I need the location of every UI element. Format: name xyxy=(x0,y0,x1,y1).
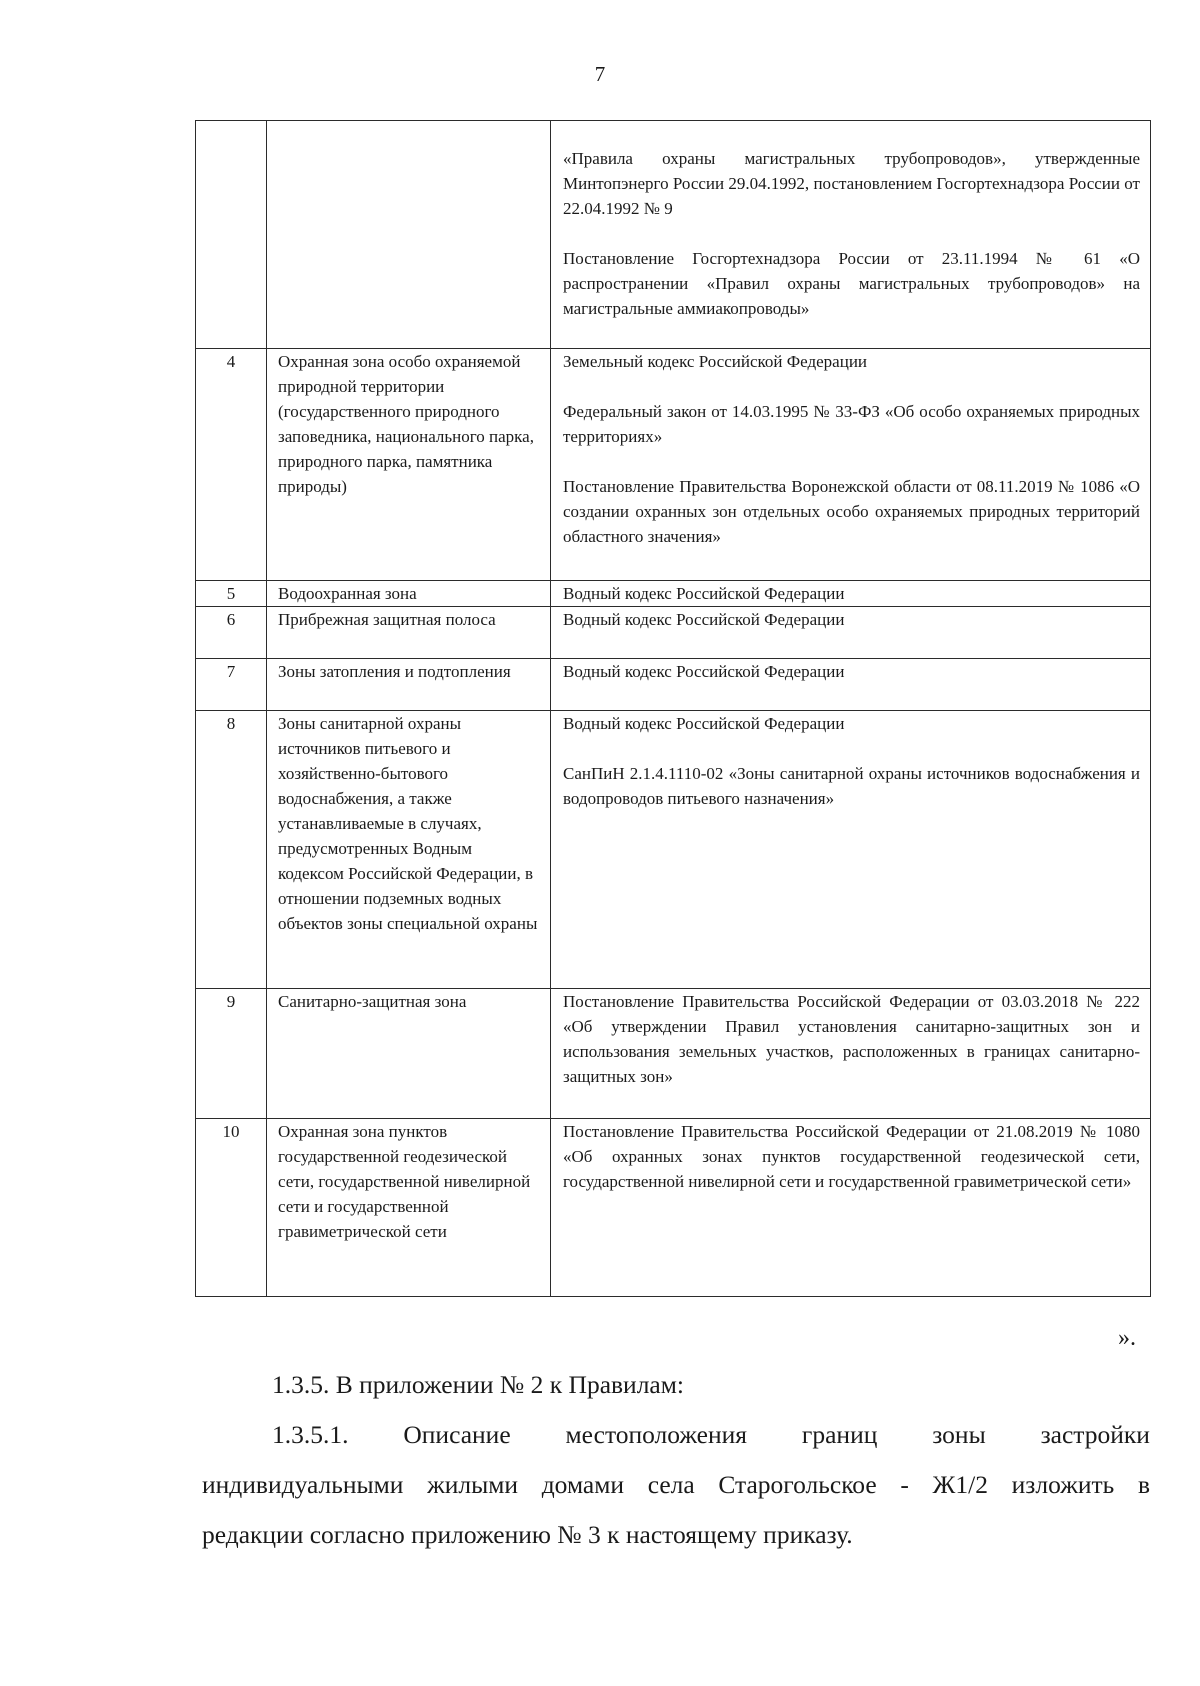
zone-name-cell: Прибрежная защитная полоса xyxy=(267,607,551,659)
table-row xyxy=(196,581,1151,607)
zone-name-cell: Охранная зона пунктов государственной геодезической сети, государственной нивелирной сети и государственной гравиметрической сети xyxy=(267,1119,551,1297)
closing-quote-mark: ». xyxy=(1118,1325,1136,1351)
legal-doc-text: Водный кодекс Российской Федерации xyxy=(563,662,845,681)
zone-name-cell: Зоны санитарной охраны источников питьевого и хозяйственно-бытового водоснабжения, а также устанавливаемые в случаях, предусмотренных Водным кодексом Российской Федерации, в отношении подземных водных объектов зоны специальной охраны xyxy=(267,711,551,989)
row-number-cell xyxy=(196,121,267,349)
row-number-cell: 4 xyxy=(196,349,267,581)
row-number-cell: 8 xyxy=(196,711,267,989)
table-row xyxy=(196,659,1151,711)
legal-doc-text: Постановление Правительства Воронежской области от 08.11.2019 № 1086 «О создании охранных зон отдельных особо охраняемых природных территорий областного значения» xyxy=(563,477,1140,546)
word: Старогольское xyxy=(718,1470,877,1499)
zone-name-cell: Водоохранная зона xyxy=(267,581,551,607)
legal-docs-cell xyxy=(551,1119,1151,1297)
word: села xyxy=(647,1470,695,1499)
table-row xyxy=(196,121,1151,349)
row-number-cell: 9 xyxy=(196,989,267,1119)
legal-doc-text: Постановление Правительства Российской Федерации от 21.08.2019 № 1080 «Об охранных зонах пунктов государственной геодезической сети, государственной нивелирной сети и государственной гравиметрической сети» xyxy=(563,1122,1140,1191)
zones-legislation-table xyxy=(195,120,1151,1297)
legal-doc-text: Водный кодекс Российской Федерации xyxy=(563,610,845,629)
word: индивидуальными xyxy=(202,1470,404,1499)
zone-name-cell: Зоны затопления и подтопления xyxy=(267,659,551,711)
legal-doc-text: СанПиН 2.1.4.1110-02 «Зоны санитарной охраны источников водоснабжения и водопроводов питьевого назначения» xyxy=(563,764,1140,808)
legal-docs-cell xyxy=(551,121,1151,349)
legal-doc-text: Федеральный закон от 14.03.1995 № 33-ФЗ «Об особо охраняемых природных территориях» xyxy=(563,402,1140,446)
word: изложить xyxy=(1011,1470,1115,1499)
legal-docs-cell xyxy=(551,607,1151,659)
word: зоны xyxy=(932,1420,986,1449)
paragraph-1-3-5-1-line-3: редакции согласно приложению № 3 к настоящему приказу. xyxy=(202,1520,853,1549)
word: Описание xyxy=(403,1420,511,1449)
zone-name-cell: Охранная зона особо охраняемой природной территории (государственного природного заповедника, национального парка, природного парка, памятника природы) xyxy=(267,349,551,581)
legal-docs-cell xyxy=(551,711,1151,989)
table-row xyxy=(196,607,1151,659)
legal-doc-text: Земельный кодекс Российской Федерации xyxy=(563,352,868,371)
legal-doc-text: Водный кодекс Российской Федерации xyxy=(563,584,845,603)
word: - xyxy=(900,1470,909,1499)
word: границ xyxy=(801,1420,878,1449)
word: жилыми xyxy=(427,1470,519,1499)
row-number-cell: 10 xyxy=(196,1119,267,1297)
paragraph-1-3-5-1-line-1 xyxy=(272,1420,1150,1450)
legal-doc-text: Постановление Госгортехнадзора России от 23.11.1994 № 61 «О распространении «Правил охраны магистральных трубопроводов» на магистральные аммиакопроводы» xyxy=(563,249,1140,318)
word: в xyxy=(1137,1470,1150,1499)
row-number-cell: 7 xyxy=(196,659,267,711)
word: местоположения xyxy=(565,1420,748,1449)
row-number-cell: 5 xyxy=(196,581,267,607)
zone-name-cell: Санитарно-защитная зона xyxy=(267,989,551,1119)
word: застройки xyxy=(1040,1420,1150,1449)
zone-name-cell xyxy=(267,121,551,349)
legal-docs-cell xyxy=(551,989,1151,1119)
table-row xyxy=(196,711,1151,989)
word: 1.3.5.1. xyxy=(272,1420,349,1449)
legal-docs-cell xyxy=(551,349,1151,581)
legal-docs-cell xyxy=(551,659,1151,711)
paragraph-1-3-5-1-line-2 xyxy=(202,1470,1150,1500)
table-row xyxy=(196,349,1151,581)
row-number-cell: 6 xyxy=(196,607,267,659)
page-number: 7 xyxy=(594,62,606,86)
legal-docs-cell xyxy=(551,581,1151,607)
legal-doc-text: Постановление Правительства Российской Федерации от 03.03.2018 № 222 «Об утверждении Правил установления санитарно-защитных зон и использования земельных участков, расположенных в границах санитарно-защитных зон» xyxy=(563,992,1140,1086)
legal-doc-text: «Правила охраны магистральных трубопроводов», утвержденные Минтопэнерго России 29.04.1992, постановлением Госгортехнадзора России от 22.04.1992 № 9 xyxy=(563,149,1140,218)
legal-doc-text: Водный кодекс Российской Федерации xyxy=(563,714,845,733)
word: домами xyxy=(541,1470,625,1499)
paragraph-1-3-5: 1.3.5. В приложении № 2 к Правилам: xyxy=(272,1370,684,1399)
table-row xyxy=(196,989,1151,1119)
table-row xyxy=(196,1119,1151,1297)
word: Ж1/2 xyxy=(932,1470,988,1499)
